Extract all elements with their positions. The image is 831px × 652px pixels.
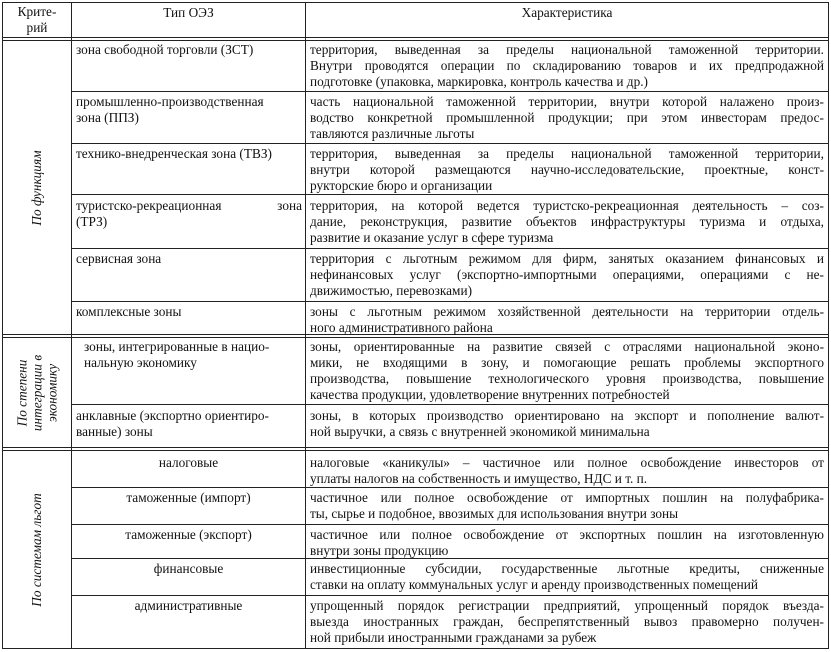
type-cell [72, 527, 305, 543]
type-line: нальную экономику [84, 355, 197, 370]
type-line: таможенные (экспорт) [125, 527, 252, 542]
description-line: ты, сырье и подобное, ввозимых для использования внутри зоны [310, 506, 679, 521]
description-cell [310, 146, 824, 194]
type-line: промышленно-производственная [76, 94, 264, 109]
description-line: зоны, в которых производство ориентировано на экспорт и пополнение валют- [310, 408, 824, 423]
description-cell [310, 598, 824, 646]
group-label-line: По функциям [29, 150, 44, 226]
description-line: качества продукции, удовлетворение внутренних потребностей [310, 387, 670, 402]
description-line: нефинансовых услуг (экспортно-импортными операциями, операциями с не- [310, 267, 824, 282]
header-criteria-line: Крите- [17, 4, 57, 19]
group-label-line: интеграции в [29, 354, 45, 432]
description-line: частичное или полное освобождение от импортных пошлин на полуфабрика- [310, 490, 824, 505]
type-line: (ТРЗ) [76, 214, 108, 229]
description-cell [310, 94, 824, 142]
description-cell [310, 339, 824, 403]
type-line: туристско-рекреационная зона [76, 198, 302, 213]
description-line: уплаты налогов на собственность и имущество, НДС и т. п. [310, 471, 648, 486]
description-line: движимостью, перевозками) [310, 283, 472, 298]
description-line: ной прибыли иностранными гражданами за рубеж [310, 630, 597, 645]
description-line: водство конкретной промышленной продукции; при этом инвесторам предос- [310, 110, 824, 125]
description-cell [310, 527, 824, 559]
description-line: тавляются различные льготы [310, 126, 475, 141]
type-line: анклавные (экспортно ориентиро- [76, 408, 269, 423]
type-line: ванные) зоны [76, 424, 153, 439]
description-line: мики, не входящими в зону, и помогающие решать проблемы экспортного [310, 355, 824, 370]
type-line: зона (ППЗ) [76, 110, 139, 125]
description-line: территория с льготным режимом для фирм, занятых оказанием финансовых и [310, 251, 824, 266]
description-line: дание, реконструкция, развитие объектов инфраструктуры туризма и отдыха, [310, 214, 824, 229]
description-line: подготовке (упаковка, маркировка, контроль качества и др.) [310, 74, 648, 89]
description-line: упрощенный порядок регистрации предприятий, упрощенный порядок въезда- [310, 598, 824, 613]
description-line: ного административного района [310, 320, 493, 335]
description-line: часть национальной таможенной территории, внутри которой налажено произ- [310, 94, 824, 109]
type-cell [76, 408, 302, 440]
type-cell [76, 146, 302, 162]
description-line: территория, на которой ведется туристско-рекреационная деятельность – соз- [310, 198, 824, 213]
group-label-line: экономику [44, 363, 60, 423]
type-cell [72, 561, 305, 577]
type-cell [76, 94, 302, 126]
type-cell [72, 455, 305, 471]
type-line: зоны, интегрированные в нацио- [84, 339, 270, 354]
group-label-line: По системам льгот [29, 493, 44, 607]
description-cell [310, 561, 824, 593]
description-line: ставки на оплату коммунальных услуг и аренду производственных помещений [310, 577, 759, 592]
type-line: технико-внедренческая зона (ТВЗ) [76, 146, 272, 161]
header-criteria [4, 4, 70, 36]
description-cell [310, 198, 824, 246]
type-line: административные [134, 598, 243, 613]
description-line: территория, выведенная за пределы национальной таможенной территории. [310, 42, 824, 57]
type-line: зона свободной торговли (ЗСТ) [76, 42, 254, 57]
group-label-functions [29, 150, 45, 225]
description-line: инвестиционные субсидии, государственные льготные кредиты, сниженные [310, 561, 824, 576]
type-cell [76, 251, 302, 267]
group-label-benefits [29, 493, 45, 606]
description-line: ной выручки, а связь с внутренней экономикой минимальна [310, 424, 650, 439]
type-line: комплексные зоны [76, 304, 182, 319]
group-label-integration [15, 355, 60, 431]
description-line: производства, повышение технологического уровня производства, повышение [310, 371, 824, 386]
type-line: таможенные (импорт) [126, 490, 251, 505]
description-line: внутри зоны продукцию [310, 543, 449, 558]
type-line: сервисная зона [76, 251, 162, 266]
header-characteristic: Характеристика [521, 5, 613, 20]
type-line: финансовые [153, 561, 224, 576]
description-cell [310, 455, 824, 487]
type-cell [76, 42, 302, 58]
description-line: выезда иностранных граждан, беспрепятственный вывоз правомерно получен- [310, 614, 824, 629]
description-cell [310, 42, 824, 90]
group-label-line: По степени [14, 359, 30, 427]
type-cell [76, 304, 302, 320]
description-cell [310, 408, 824, 440]
description-cell [310, 304, 824, 336]
type-cell [72, 598, 305, 614]
description-line: внутри которой размещаются научно-исследовательские, проектные, конст- [310, 162, 824, 177]
header-type: Тип ОЭЗ [163, 5, 214, 20]
description-line: территория, выведенная за пределы национальной таможенной территории, [310, 146, 824, 161]
description-line: развитие и оказание услуг в сфере туризма [310, 230, 554, 245]
description-line: частичное или полное освобождение от экспортных пошлин на изготовленную [310, 527, 824, 542]
description-cell [310, 251, 824, 299]
type-cell [76, 339, 310, 371]
description-cell [310, 490, 824, 522]
description-line: зоны с льготным режимом хозяйственной деятельности на территории отдель- [310, 304, 824, 319]
type-line: налоговые [158, 455, 219, 470]
description-line: рукторские бюро и организации [310, 178, 493, 193]
description-line: Внутри проводятся операции по складированию товаров и их предпродажной [310, 58, 824, 73]
type-cell [76, 198, 302, 230]
description-line: налоговые «каникулы» – частичное или полное освобождение инвесторов от [310, 455, 824, 470]
header-criteria-line: рий [26, 20, 48, 35]
type-cell [72, 490, 305, 506]
description-line: зоны, ориентированные на развитие связей с отраслями национальной эконо- [310, 339, 824, 354]
